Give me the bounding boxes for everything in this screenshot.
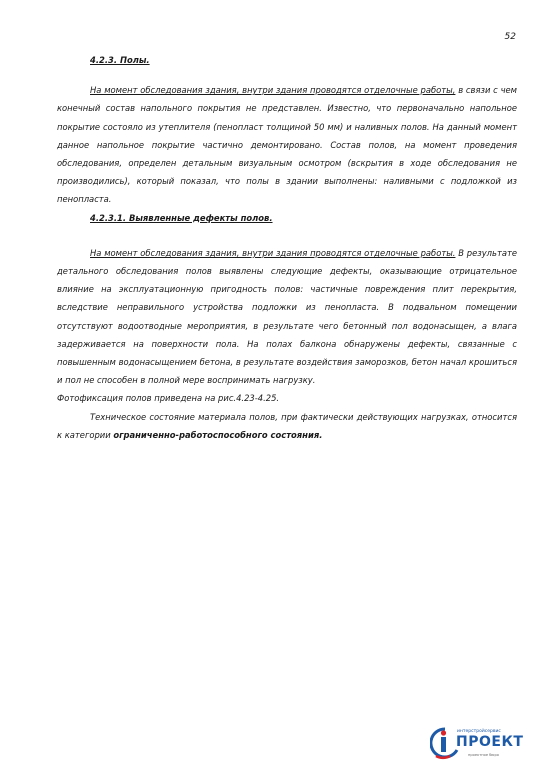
- page-number: 52: [504, 32, 516, 42]
- underlined-lead-text: На момент обследования здания, внутри здания проводятся отделочные работы,: [90, 85, 456, 96]
- section-heading-floors: 4.2.3. Полы.: [90, 55, 150, 65]
- section-heading-defects: 4.2.3.1. Выявленные дефекты полов.: [90, 212, 273, 223]
- logo-sub-text: проектное бюро: [468, 753, 499, 757]
- company-logo: [430, 726, 522, 762]
- paragraph-text: в связи с чем конечный состав напольного покрытия не представлен. Известно, что первоначально напольное покрытие состояло из утеплителя (пенопласт толщиной 50 мм) и наливных полов. На данный момент данное напольное покрытие частично демонтировано. Состав полов, на момент проведения обследования, определен детальным визуальным осмотром (вскрытия в ходе обследования не производились), который показал, что полы в здании выполнены: наливными с подложкой из пенопласта.: [57, 85, 517, 205]
- paragraph-text: В результате детального обследования полов выявлены следующие дефекты, оказывающие отрицательное влияние на эксплуатационную пригодность полов: частичные повреждения плит перекрытия, вследствие неправильного устройства подложки из пенопласта. В подвальном помещении отсутствуют водоотводные мероприятия, в результате чего бетонный пол водонасыщен, а влага задерживается на поверхности пола. На полах балкона обнаружены дефекты, связанные с повышенным водонасыщением бетона, в результате воздействия заморозков, бетон начал крошиться и пол не способен в полной мере воспринимать нагрузку.: [57, 247, 517, 386]
- conclusion-paragraph: [57, 408, 517, 444]
- underlined-lead-text: На момент обследования здания, внутри здания проводятся отделочные работы.: [90, 247, 456, 258]
- defects-paragraph: [57, 244, 517, 390]
- conclusion-text: Техническое состояние материала полов, при фактически действующих нагрузках, относится к категории: [57, 411, 517, 440]
- condition-category: ограниченно-работоспособного состояния.: [113, 429, 323, 440]
- logo-main-text: ПРОЕКТ: [456, 734, 524, 750]
- document-body: [57, 44, 517, 444]
- logo-top-text: интерстройсервис: [457, 729, 501, 734]
- photo-reference-line: Фотофиксация полов приведена на рис.4.23-4.25.: [57, 393, 280, 404]
- floors-description-paragraph: [57, 81, 517, 208]
